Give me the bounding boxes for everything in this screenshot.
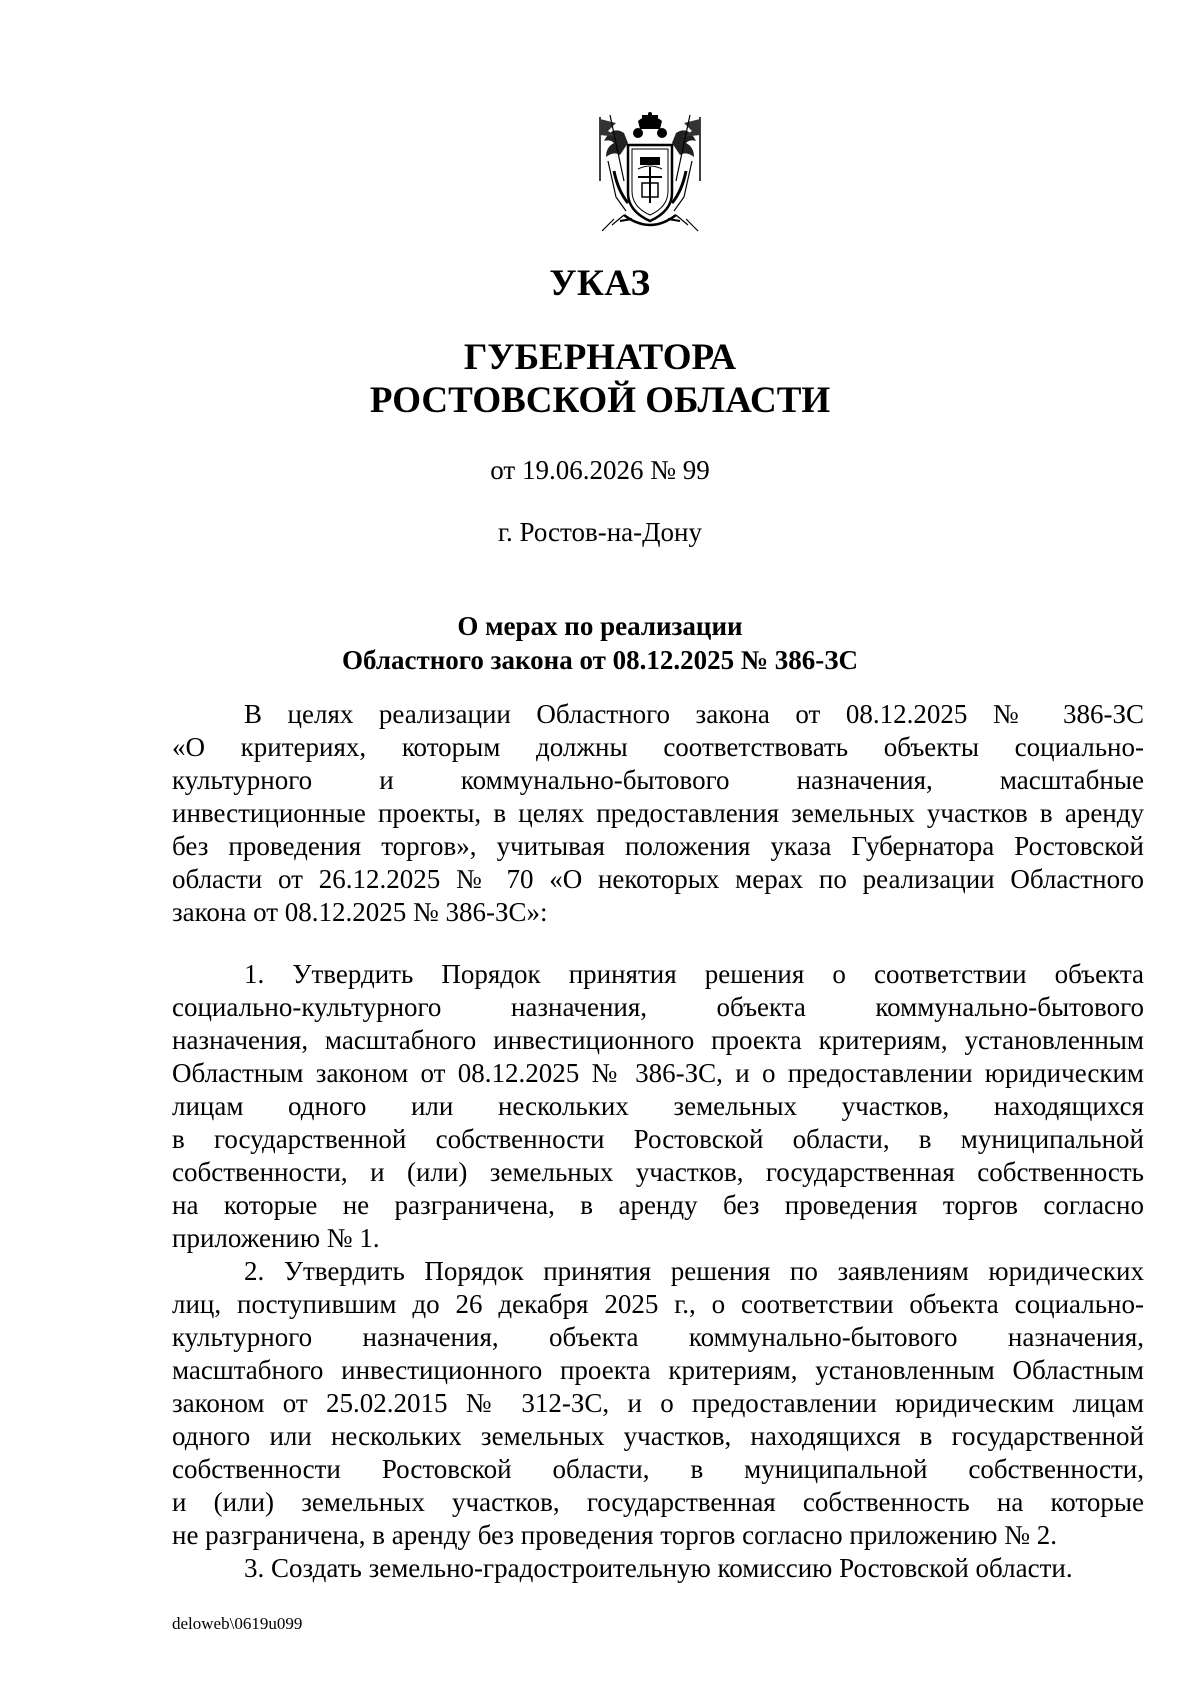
item-1-line: в государственной собственности Ростовской области, в муниципальной — [172, 1124, 1144, 1154]
item-1-line: приложению № 1. — [172, 1223, 380, 1253]
item-2-line: собственности Ростовской области, в муниципальной собственности, — [172, 1454, 1144, 1484]
subject-line-2: Областного закона от 08.12.2025 № 386-ЗС — [341, 645, 858, 675]
item-1-line: собственности, и (или) земельных участков, государственная собственность — [172, 1157, 1144, 1187]
item-2-line: 2. Утвердить Порядок принятия решения по заявлениям юридических — [244, 1256, 1144, 1286]
item-2-line: и (или) земельных участков, государственная собственность на которые — [172, 1487, 1144, 1517]
item-1-line: на которые не разграничена, в аренду без проведения торгов согласно — [172, 1190, 1144, 1220]
item-3-line: 3. Создать земельно-градостроительную комиссию Ростовской области. — [244, 1553, 1073, 1583]
preamble-paragraph — [172, 698, 1144, 929]
item-1-line: 1. Утвердить Порядок принятия решения о соответствии объекта — [244, 959, 1144, 989]
preamble-line: В целях реализации Областного закона от 08.12.2025 № 386-ЗС — [244, 699, 1144, 729]
item-2-line: лиц, поступившим до 26 декабря 2025 г., о соответствии объекта социально- — [172, 1289, 1144, 1319]
preamble-line: культурного и коммунально-бытового назначения, масштабные — [172, 765, 1144, 795]
item-1-line: назначения, масштабного инвестиционного проекта критериям, установленным — [172, 1025, 1144, 1055]
subject-line-1: О мерах по реализации — [457, 611, 743, 641]
item-3-paragraph — [172, 1552, 1144, 1585]
item-2-line: не разграничена, в аренду без проведения торгов согласно приложению № 2. — [172, 1520, 1057, 1550]
item-1-line: лицам одного или нескольких земельных участков, находящихся — [172, 1091, 1144, 1121]
item-2-line: масштабного инвестиционного проекта критериям, установленным Областным — [172, 1355, 1144, 1385]
preamble-line: инвестиционные проекты, в целях предоставления земельных участков в аренду — [172, 798, 1144, 828]
item-2-line: одного или нескольких земельных участков, находящихся в государственной — [172, 1421, 1144, 1451]
document-title: УКАЗ — [549, 263, 651, 304]
item-2-line: культурного назначения, объекта коммунально-бытового назначения, — [172, 1322, 1144, 1352]
item-1-line: социально-культурного назначения, объекта коммунально-бытового — [172, 992, 1144, 1022]
item-1-line: Областным законом от 08.12.2025 № 386-ЗС, и о предоставлении юридическим — [172, 1058, 1144, 1088]
item-1-paragraph — [172, 958, 1144, 1255]
coat-of-arms-emblem — [594, 111, 706, 237]
item-2-paragraph — [172, 1255, 1144, 1552]
issuer-line-2: РОСТОВСКОЙ ОБЛАСТИ — [369, 380, 831, 421]
issuer-line-1: ГУБЕРНАТОРА — [463, 337, 737, 378]
preamble-line: «О критериях, которым должны соответствовать объекты социально- — [172, 732, 1144, 762]
preamble-line: области от 26.12.2025 № 70 «О некоторых мерах по реализации Областного — [172, 864, 1144, 894]
city: г. Ростов-на-Дону — [497, 517, 702, 547]
item-2-line: законом от 25.02.2015 № 312-ЗС, и о предоставлении юридическим лицам — [172, 1388, 1144, 1418]
footer-document-code: deloweb\0619u099 — [172, 1614, 303, 1633]
preamble-line: закона от 08.12.2025 № 386-ЗС»: — [172, 897, 548, 927]
date-and-number: от 19.06.2026 № 99 — [490, 455, 710, 485]
preamble-line: без проведения торгов», учитывая положения указа Губернатора Ростовской — [172, 831, 1144, 861]
